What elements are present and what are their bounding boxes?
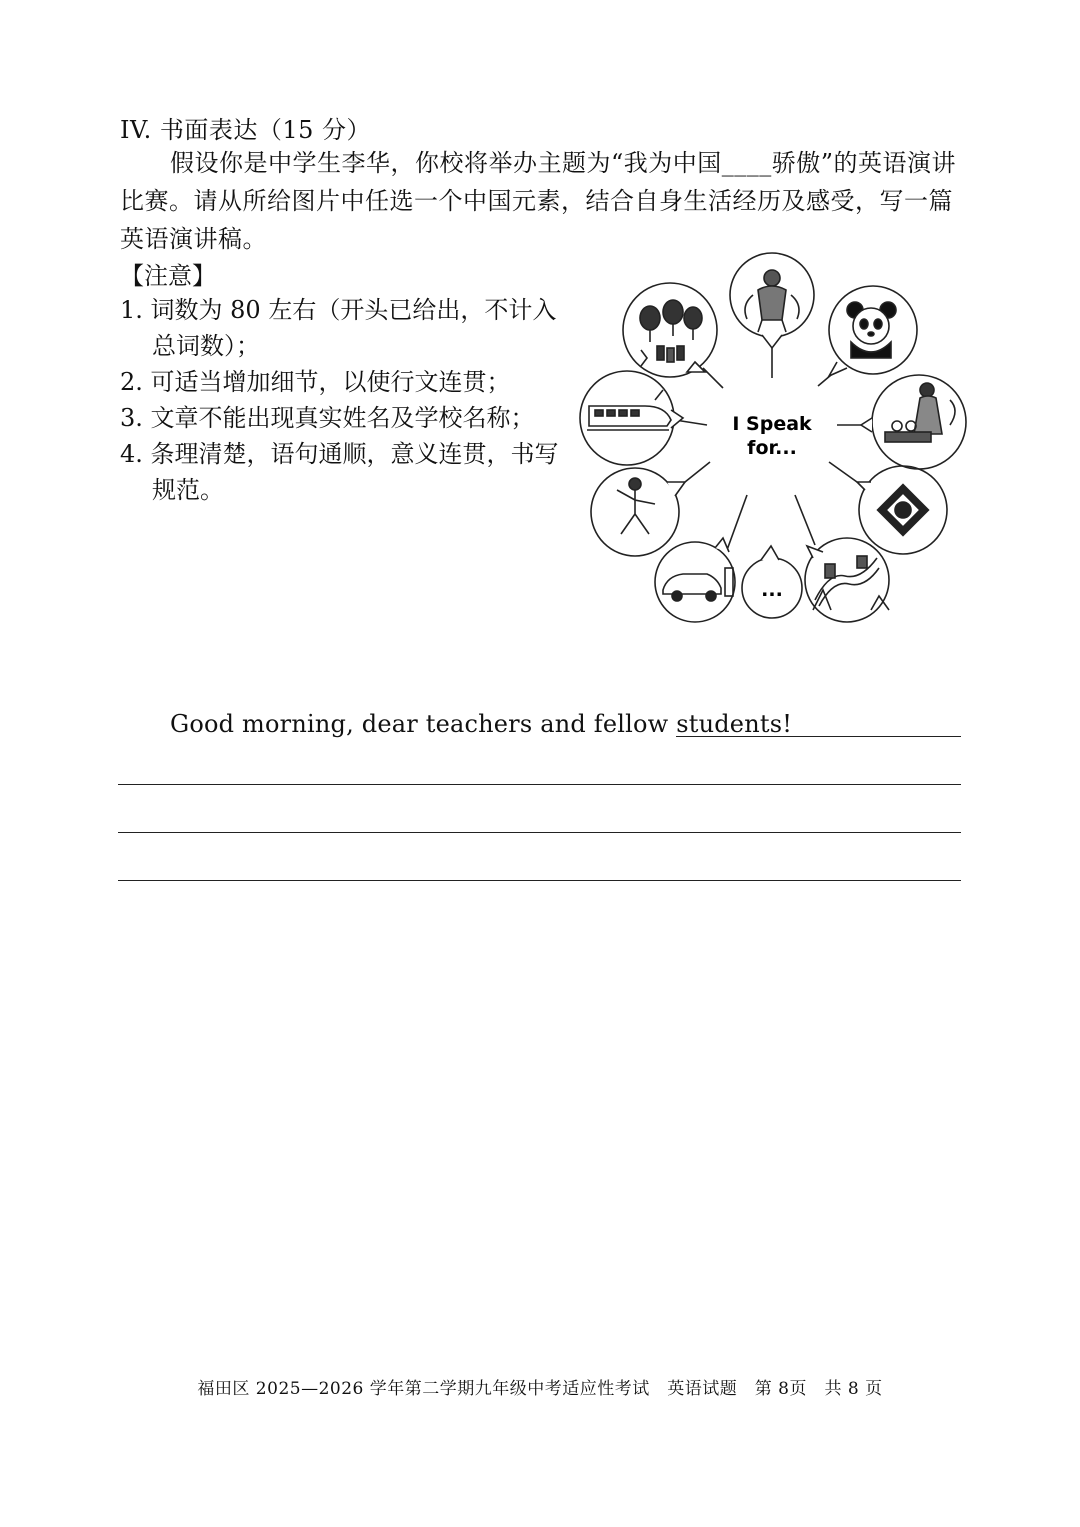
lanterns-firecrackers-icon: [623, 283, 717, 377]
opening-sentence: Good morning, dear teachers and fellow students!: [170, 710, 793, 738]
note-item: 4. 条理清楚，语句通顺，意义连贯，书写规范。: [120, 440, 559, 504]
answer-line[interactable]: [118, 880, 961, 881]
china-elements-diagram: [575, 250, 975, 630]
high-speed-train-icon: [580, 371, 683, 465]
tea-ceremony-icon: [861, 375, 966, 469]
center-label-line1: I Speak: [732, 413, 812, 435]
notes-list: [120, 292, 560, 508]
note-item: 2. 可适当增加细节，以使行文连贯；: [120, 368, 511, 396]
panda-icon: [829, 286, 917, 376]
answer-line[interactable]: [118, 832, 961, 833]
great-wall-icon: [805, 538, 889, 622]
opera-figure-icon: [730, 253, 814, 348]
electric-car-icon: [655, 538, 735, 622]
center-label-line2: for...: [747, 437, 797, 459]
tai-chi-icon: [591, 468, 685, 556]
section-heading: IV. 书面表达（15 分）: [120, 116, 372, 144]
notes-title: 【注意】: [120, 262, 216, 290]
page-footer: 福田区 2025—2026 学年第二学期九年级中考适应性考试 英语试题 第 8页 共 8 页: [197, 1379, 883, 1399]
prompt-paragraph: [120, 144, 965, 258]
answer-line[interactable]: [676, 736, 961, 737]
fu-paper-cut-icon: [857, 466, 947, 554]
note-item: 3. 文章不能出现真实姓名及学校名称；: [120, 404, 535, 432]
prompt-text: 假设你是中学生李华，你校将举办主题为“我为中国____骄傲”的英语演讲比赛。请从所给图片中任选一个中国元素，结合自身生活经历及感受，写一篇英语演讲稿。: [120, 149, 957, 253]
note-item: 1. 词数为 80 左右（开头已给出，不计入总词数）；: [120, 296, 557, 360]
answer-line[interactable]: [118, 784, 961, 785]
ellipsis-label: ...: [761, 579, 783, 601]
